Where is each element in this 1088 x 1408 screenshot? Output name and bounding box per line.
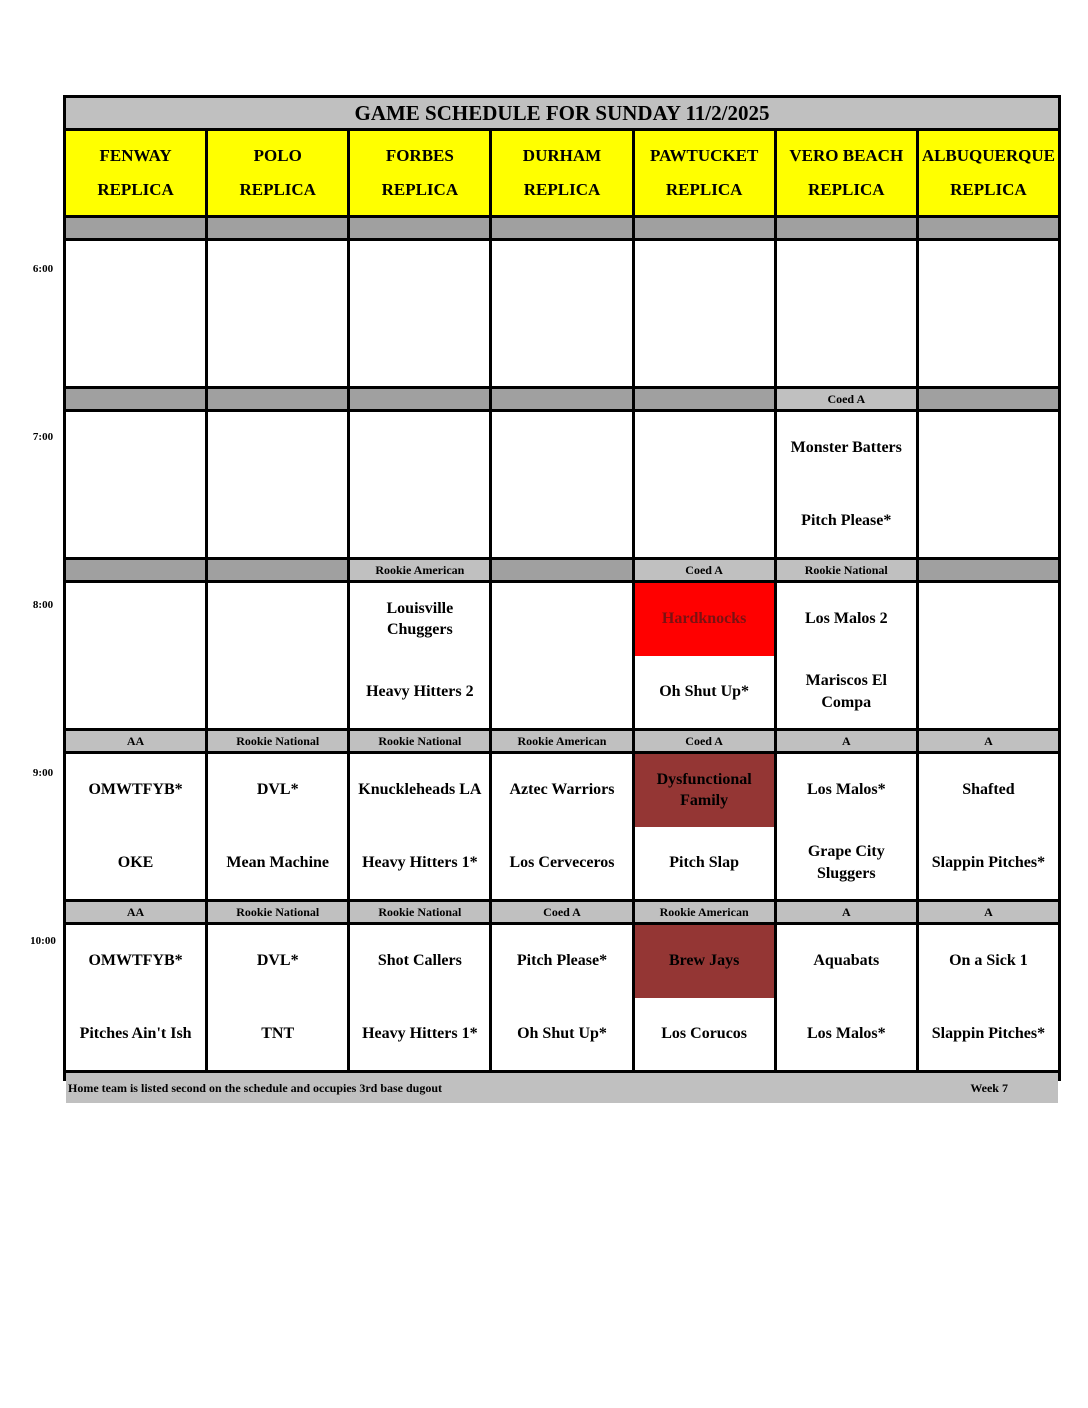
time-label: 9:00 [32,767,54,779]
field-header [635,131,774,215]
game-cell [350,754,489,899]
field-subtitle: REPLICA [665,180,743,199]
division-label: Rookie National [350,902,489,922]
division-label [919,218,1058,238]
time-label: 7:00 [32,431,54,443]
away-team: OMWTFYB* [88,781,183,799]
game-cell [777,925,916,1070]
division-label: Rookie National [208,731,347,751]
game-cell [350,412,489,557]
away-team [635,241,774,314]
division-label: Coed A [635,731,774,751]
field-header [777,131,916,215]
division-label [66,218,205,238]
home-team [919,314,1058,387]
away-team: DVL* [256,952,299,970]
field-subtitle: REPLICA [97,180,174,199]
away-team [208,241,347,314]
game-cell [492,754,631,899]
away-team: Los Malos 2 [804,610,888,628]
away-team: Brew Jays [635,925,774,998]
game-cell [635,241,774,386]
game-cell [492,925,631,1070]
game-cell [350,583,489,728]
game-cell [66,412,205,557]
away-team: Aquabats [813,952,880,970]
division-label: Coed A [492,902,631,922]
game-cell [208,412,347,557]
division-label: AA [66,902,205,922]
game-cell [777,754,916,899]
away-team: Shot Callers [377,952,462,970]
field-subtitle: REPLICA [808,180,885,199]
game-cell [777,412,916,557]
home-team [635,314,774,387]
game-cell [635,583,774,728]
home-team: Heavy Hitters 1* [362,853,478,871]
home-team: Heavy Hitters 2 [366,682,474,700]
home-team [350,485,489,558]
field-subtitle: REPLICA [523,180,601,199]
division-label [635,389,774,409]
home-team [919,656,1058,729]
division-label: Rookie National [350,731,489,751]
home-team [66,485,205,558]
home-team [635,485,774,558]
away-team: OMWTFYB* [88,952,183,970]
home-team [492,485,631,558]
home-team: Slappin Pitches* [931,853,1046,871]
away-team: Los Malos* [806,781,886,799]
division-label [777,218,916,238]
away-team: On a Sick 1 [949,952,1028,970]
game-cell [350,925,489,1070]
division-label [492,560,631,580]
field-name: FORBES [385,146,454,165]
field-header [350,131,489,215]
away-team: DVL* [256,781,299,799]
game-cell [492,583,631,728]
away-team: Shafted [962,781,1015,799]
game-cell [208,241,347,386]
division-label: Rookie American [635,902,774,922]
field-header [492,131,631,215]
home-team: Los Corucos [661,1024,748,1042]
field-header [208,131,347,215]
schedule-footer [66,1073,1058,1103]
game-cell [635,754,774,899]
away-team: Hardknocks [635,583,774,656]
game-cell [66,241,205,386]
division-label [208,560,347,580]
away-team [492,241,631,314]
game-cell [350,241,489,386]
division-label [919,560,1058,580]
away-team [777,241,916,314]
game-cell [777,583,916,728]
division-label [350,389,489,409]
away-team [208,412,347,485]
game-cell [492,241,631,386]
division-label [66,560,205,580]
game-cell [919,241,1058,386]
game-cell [919,412,1058,557]
field-name: PAWTUCKET [649,146,759,165]
home-team: Pitch Please* [801,511,892,529]
game-cell [919,583,1058,728]
home-team [919,485,1058,558]
division-label [492,389,631,409]
time-label: 8:00 [32,599,54,611]
game-cell [635,412,774,557]
footer-note: Home team is listed second on the schedule and occupies 3rd base dugout [68,1080,443,1095]
division-label: Coed A [635,560,774,580]
away-team [919,412,1058,485]
division-label: A [777,902,916,922]
game-cell [66,583,205,728]
home-team [777,314,916,387]
home-team: Oh Shut Up* [659,682,750,700]
home-team [66,314,205,387]
home-team: Mean Machine [226,853,330,871]
field-header [66,131,205,215]
field-name: FENWAY [99,146,172,165]
division-label: A [919,731,1058,751]
home-team [66,656,205,729]
away-team: Dysfunctional Family [635,754,774,827]
field-subtitle: REPLICA [950,180,1027,199]
away-team: Louisville Chuggers [386,599,454,639]
field-name: POLO [253,146,302,165]
division-label: Rookie American [492,731,631,751]
field-subtitle: REPLICA [239,180,316,199]
away-team: Pitch Please* [516,952,608,970]
division-label: Coed A [777,389,916,409]
division-label: AA [66,731,205,751]
game-cell [777,241,916,386]
home-team: Pitches Ain't Ish [79,1024,192,1042]
field-header [919,131,1058,215]
home-team: Grape City Sluggers [807,843,885,882]
home-team: TNT [261,1024,295,1042]
home-team [208,314,347,387]
away-team: Knuckleheads LA [358,781,482,799]
division-label [208,389,347,409]
home-team: Mariscos El Compa [805,672,887,711]
away-team [66,583,205,656]
time-label: 6:00 [32,263,54,275]
game-cell [492,412,631,557]
home-team: Los Cerveceros [509,853,615,871]
home-team [492,314,631,387]
away-team [208,583,347,656]
field-name: DURHAM [522,146,602,165]
away-team [492,412,631,485]
division-label: Rookie National [777,560,916,580]
away-team [492,583,631,656]
home-team [208,485,347,558]
home-team: Slappin Pitches* [931,1024,1046,1042]
game-cell [66,754,205,899]
game-cell [66,925,205,1070]
time-label: 10:00 [30,935,56,947]
field-name: ALBUQUERQUE [921,146,1055,165]
away-team [919,241,1058,314]
division-label [635,218,774,238]
away-team: Monster Batters [790,439,902,457]
division-label: A [777,731,916,751]
away-team [350,241,489,314]
home-team [350,314,489,387]
home-team: Pitch Slap [669,853,740,871]
schedule-title: GAME SCHEDULE FOR SUNDAY 11/2/2025 [66,98,1058,128]
home-team: Oh Shut Up* [517,1024,607,1042]
schedule-table [63,95,1061,1095]
away-team [919,583,1058,656]
away-team [635,412,774,485]
home-team: OKE [117,853,154,871]
home-team: Heavy Hitters 1* [362,1024,478,1042]
division-label: Rookie American [350,560,489,580]
away-team: Aztec Warriors [509,781,615,799]
division-label: A [919,902,1058,922]
division-label: Rookie National [208,902,347,922]
game-cell [919,925,1058,1070]
away-team [350,412,489,485]
game-cell [208,925,347,1070]
home-team [208,656,347,729]
division-label [919,389,1058,409]
home-team: Los Malos* [806,1024,886,1042]
game-cell [208,754,347,899]
game-cell [919,754,1058,899]
game-cell [635,925,774,1070]
division-label [492,218,631,238]
division-label [350,218,489,238]
game-cell [208,583,347,728]
home-team [492,656,631,729]
field-subtitle: REPLICA [381,180,459,199]
week-label: Week 7 [970,1080,1008,1095]
division-label [66,389,205,409]
away-team [66,412,205,485]
away-team [66,241,205,314]
division-label [208,218,347,238]
field-name: VERO BEACH [789,146,904,165]
